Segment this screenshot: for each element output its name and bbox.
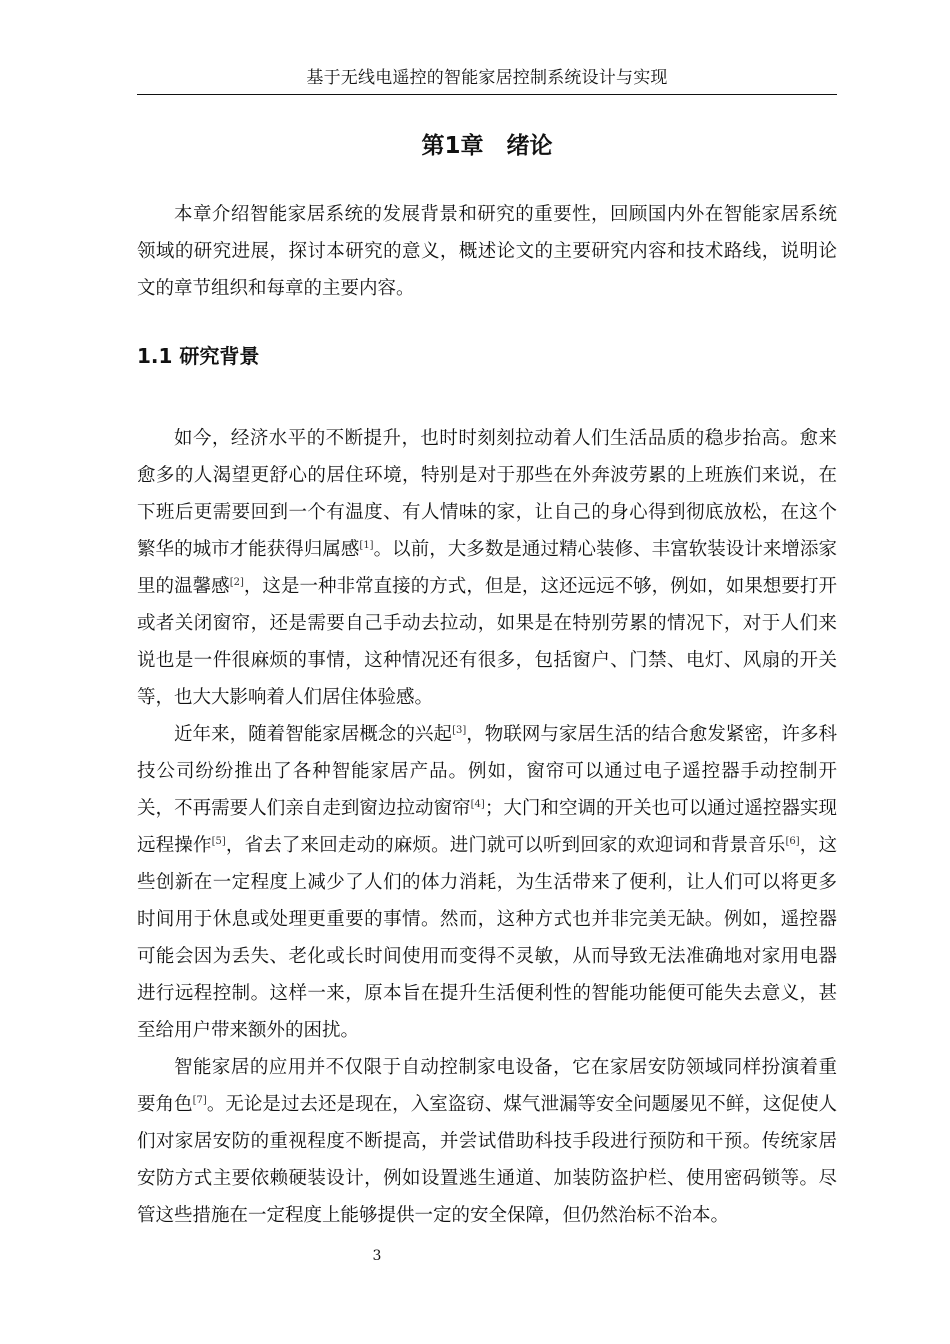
citation-3: [3] — [452, 725, 467, 736]
paragraph-2-text-e: ，这些创新在一定程度上减少了人们的体力消耗，为生活带来了便利，让人们可以将更多时间用于休息或处理更重要的事情。然而，这种方式也并非完美无缺。例如，遥控器可能会因为丢失、老化或长时间使用而变得不灵敏，从而导致无法准确地对家用电器进行远程控制。这样一来，原本旨在提升生活便利性的智能功能便可能失去意义，甚至给用户带来额外的困扰。 — [137, 835, 837, 1041]
paragraph-2-text-d: ，省去了来回走动的麻烦。进门就可以听到回家的欢迎词和背景音乐 — [225, 835, 786, 856]
paragraph-2-text-c: ；大门和空调的开关也可以通过遥控器实现远程操作 — [137, 798, 837, 856]
citation-5: [5] — [211, 836, 226, 847]
citation-7: [7] — [192, 1095, 207, 1106]
page-number: 3 — [372, 1248, 382, 1264]
paragraph-2-text-b: ，物联网与家居生活的结合愈发紧密，许多科技公司纷纷推出了各种智能家居产品。例如，窗帘可以通过电子遥控器手动控制开关，不再需要人们亲自走到窗边拉动窗帘 — [137, 724, 837, 819]
citation-4: [4] — [470, 799, 485, 810]
body-paragraph-1 — [137, 420, 837, 716]
paragraph-3-text-b: 。无论是过去还是现在，入室盗窃、煤气泄漏等安全问题屡见不鲜，这促使人们对家居安防的重视程度不断提高，并尝试借助科技手段进行预防和干预。传统家居安防方式主要依赖硬装设计，例如设置逃生通道、加装防盗护栏、使用密码锁等。尽管这些措施在一定程度上能够提供一定的安全保障，但仍然治标不治本。 — [137, 1094, 837, 1226]
section-body — [137, 420, 837, 1234]
paragraph-1-text-a: 如今，经济水平的不断提升，也时时刻刻拉动着人们生活品质的稳步抬高。愈来愈多的人渴望更舒心的居住环境，特别是对于那些在外奔波劳累的上班族们来说，在下班后更需要回到一个有温度、有人情味的家，让自己的身心得到彻底放松，在这个繁华的城市才能获得归属感 — [137, 428, 837, 560]
chapter-title: 第1章 绪论 — [421, 133, 553, 159]
chapter-intro-paragraph: 本章介绍智能家居系统的发展背景和研究的重要性，回顾国内外在智能家居系统领域的研究进展，探讨本研究的意义，概述论文的主要研究内容和技术路线，说明论文的章节组织和每章的主要内容。 — [137, 204, 837, 299]
header-rule — [137, 94, 837, 95]
body-paragraph-3 — [137, 1049, 837, 1234]
paragraph-3-text-a: 智能家居的应用并不仅限于自动控制家电设备，它在家居安防领域同样扮演着重要角色 — [137, 1057, 837, 1115]
citation-6: [6] — [785, 836, 800, 847]
citation-2: [2] — [229, 577, 244, 588]
citation-1: [1] — [359, 540, 374, 551]
paragraph-2-text-a: 近年来，随着智能家居概念的兴起 — [174, 724, 453, 745]
chapter-intro-block — [137, 196, 837, 307]
running-header: 基于无线电遥控的智能家居控制系统设计与实现 — [306, 68, 668, 88]
paragraph-1-text-c: ，这是一种非常直接的方式，但是，这还远远不够，例如，如果想要打开或者关闭窗帘，还是需要自己手动去拉动，如果是在特别劳累的情况下，对于人们来说也是一件很麻烦的事情，这种情况还有很多，包括窗户、门禁、电灯、风扇的开关等，也大大影响着人们居住体验感。 — [137, 576, 837, 708]
body-paragraph-2 — [137, 716, 837, 1049]
paragraph-1-text-b: 。以前，大多数是通过精心装修、丰富软装设计来增添家里的温馨感 — [137, 539, 837, 597]
section-heading: 1.1 研究背景 — [137, 344, 260, 368]
